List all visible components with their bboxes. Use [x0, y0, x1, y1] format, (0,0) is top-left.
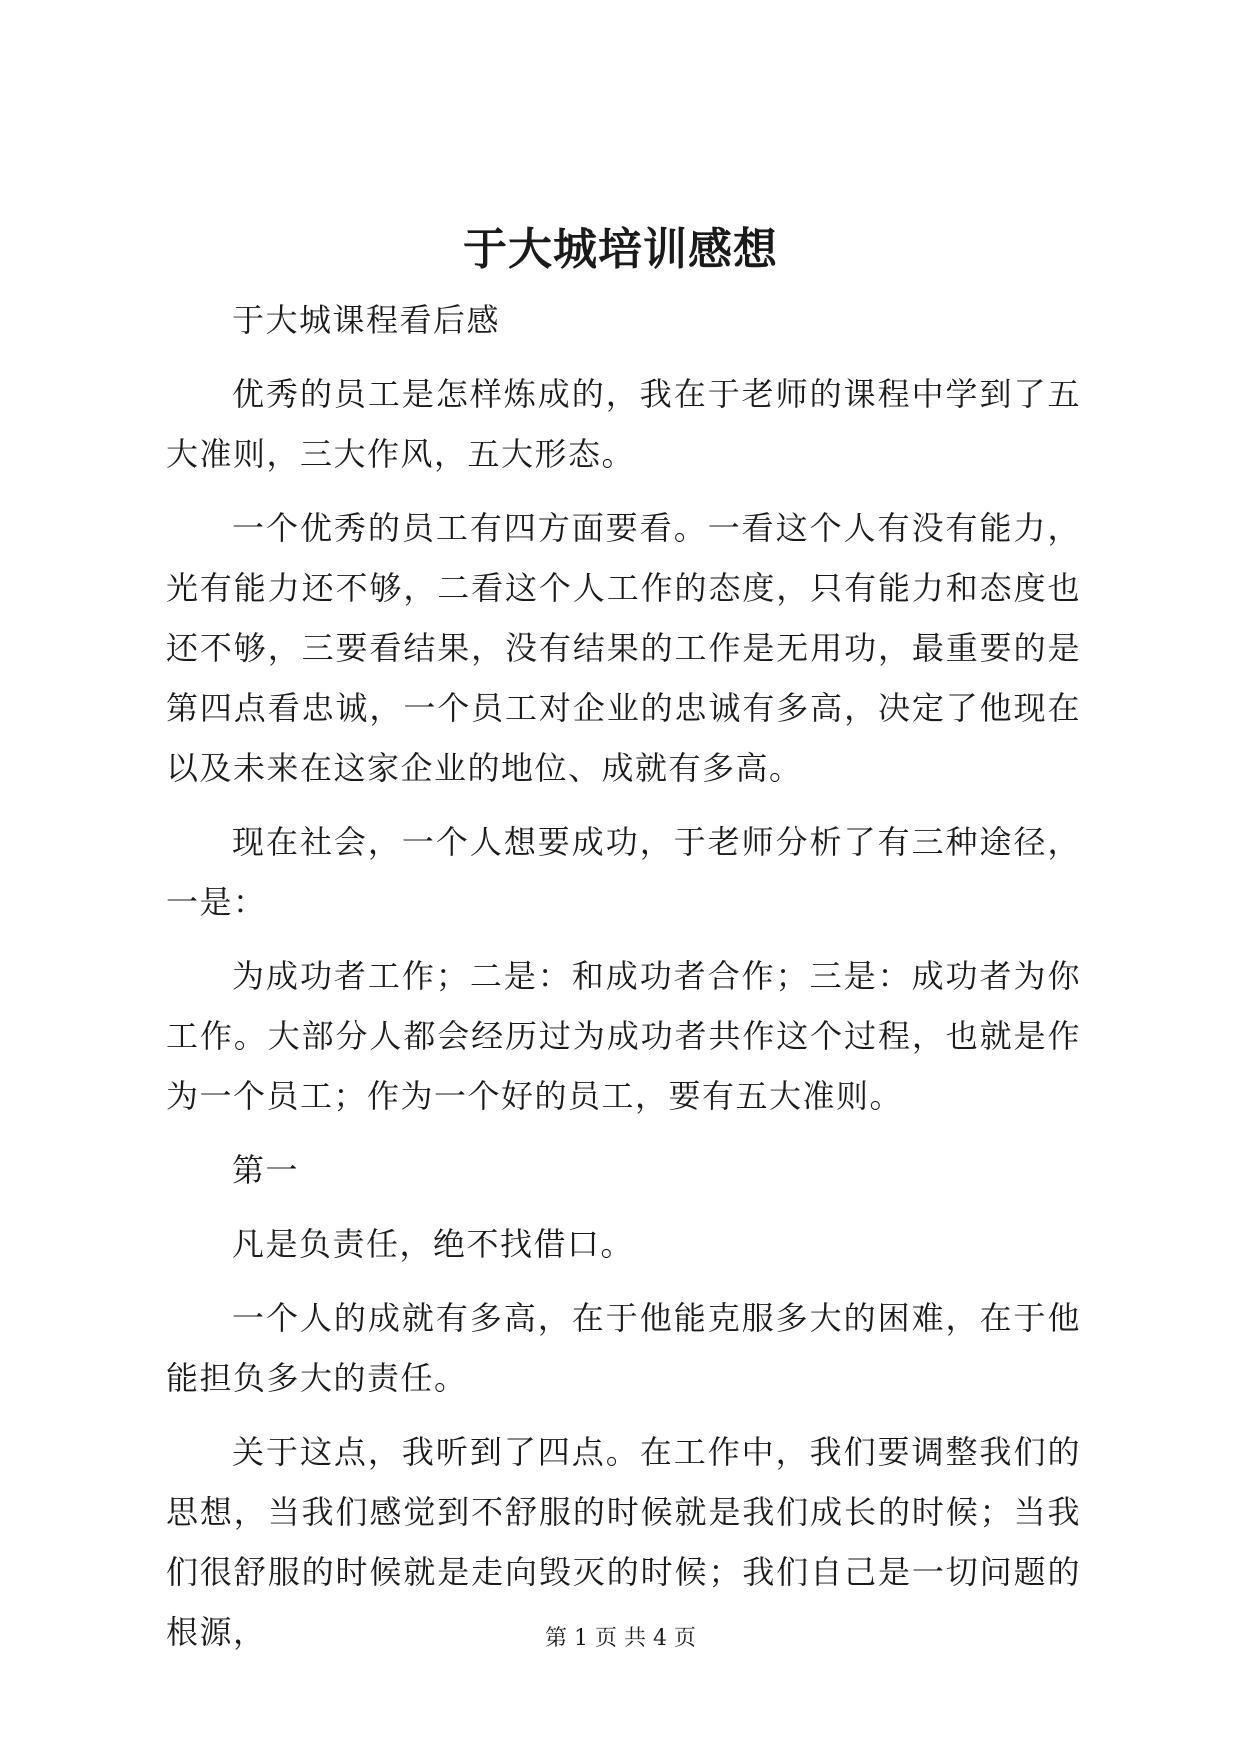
paragraph: 一个优秀的员工有四方面要看。一看这个人有没有能力，光有能力还不够，二看这个人工作的态度，只有能力和态度也还不够，三要看结果，没有结果的工作是无用功，最重要的是第四点看忠诚，一个员工对企业的忠诚有多高，决定了他现在以及未来在这家企业的地位、成就有多高。 — [166, 509, 1081, 787]
page-footer: 第 1 页 共 4 页 — [545, 1626, 696, 1651]
paragraph: 第一 — [232, 1151, 300, 1189]
paragraph: 优秀的员工是怎样炼成的，我在于老师的课程中学到了五大准则，三大作风，五大形态。 — [166, 375, 1081, 473]
document-title: 于大城培训感想 — [463, 224, 778, 275]
paragraph: 现在社会，一个人想要成功，于老师分析了有三种途径，一是： — [166, 823, 1081, 921]
paragraph: 一个人的成就有多高，在于他能克服多大的困难，在于他能担负多大的责任。 — [166, 1299, 1081, 1397]
document-body — [166, 290, 1081, 1676]
paragraph: 凡是负责任，绝不找借口。 — [232, 1225, 635, 1263]
paragraph: 于大城课程看后感 — [232, 301, 501, 339]
paragraph: 关于这点，我听到了四点。在工作中，我们要调整我们的思想，当我们感觉到不舒服的时候就是我们成长的时候；当我们很舒服的时候就是走向毁灭的时候；我们自己是一切问题的根源， — [166, 1433, 1081, 1651]
paragraph: 为成功者工作；二是：和成功者合作；三是：成功者为你工作。大部分人都会经历过为成功者共作这个过程，也就是作为一个员工；作为一个好的员工，要有五大准则。 — [166, 957, 1081, 1115]
